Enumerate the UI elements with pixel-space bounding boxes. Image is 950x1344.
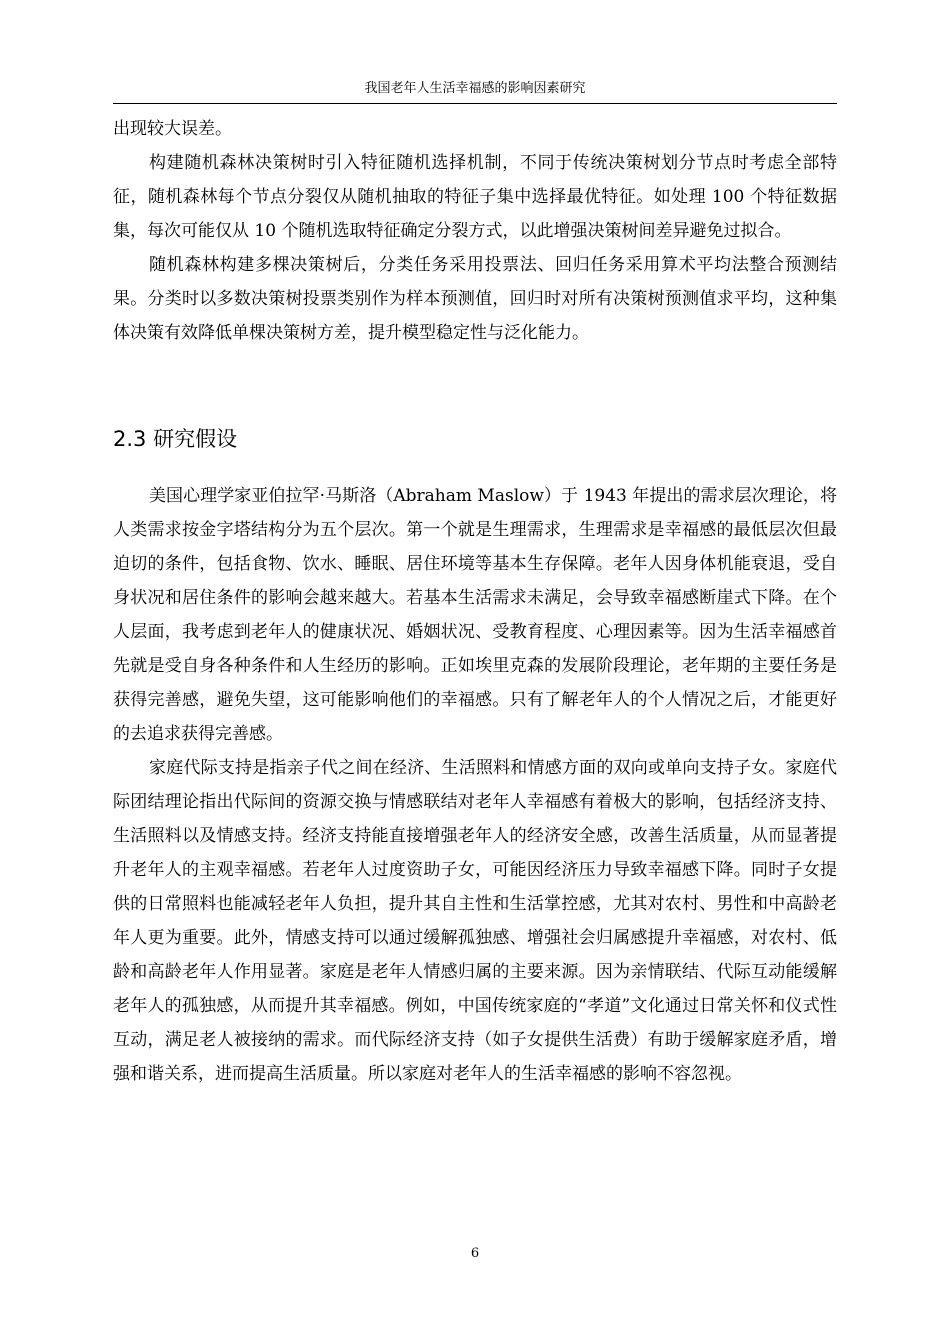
paragraph: 随机森林构建多棵决策树后，分类任务采用投票法、回归任务采用算术平均法整合预测结果。分类时以多数决策树投票类别作为样本预测值，回归时对所有决策树预测值求平均，这种集体决策有效降低单棵决策树方差，提升模型稳定性与泛化能力。 xyxy=(113,255,837,343)
paragraph: 家庭代际支持是指亲子代之间在经济、生活照料和情感方面的双向或单向支持子女。家庭代际团结理论指出代际间的资源交换与情感联结对老年人幸福感有着极大的影响，包括经济支持、生活照料以及情感支持。经济支持能直接增强老年人的经济安全感，改善生活质量，从而显著提升老年人的主观幸福感。若老年人过度资助子女，可能因经济压力导致幸福感下降。同时子女提供的日常照料也能减轻老年人负担，提升其自主性和生活掌控感，尤其对农村、男性和中高龄老年人更为重要。此外，情感支持可以通过缓解孤独感、增强社会归属感提升幸福感，对农村、低龄和高龄老年人作用显著。家庭是老年人情感归属的主要来源。因为亲情联结、代际互动能缓解老年人的孤独感，从而提升其幸福感。例如，中国传统家庭的“孝道”文化通过日常关怀和仪式性互动，满足老人被接纳的需求。而代际经济支持（如子女提供生活费）有助于缓解家庭矛盾，增强和谐关系，进而提高生活质量。所以家庭对老年人的生活幸福感的影响不容忽视。 xyxy=(113,758,837,1084)
paragraph: 构建随机森林决策树时引入特征随机选择机制，不同于传统决策树划分节点时考虑全部特征，随机森林每个节点分裂仅从随机抽取的特征子集中选择最优特征。如处理 100 个特征数据集，每次可能仅从 10 个随机选取特征确定分裂方式，以此增强决策树间差异避免过拟合。 xyxy=(113,153,837,241)
section-hypotheses-text xyxy=(113,479,837,1091)
paragraph: 出现较大误差。 xyxy=(113,119,232,139)
section-heading: 2.3 研究假设 xyxy=(113,427,238,451)
section-random-forest-text xyxy=(113,112,837,350)
paragraph: 美国心理学家亚伯拉罕·马斯洛（Abraham Maslow）于 1943 年提出的需求层次理论，将人类需求按金字塔结构分为五个层次。第一个就是生理需求，生理需求是幸福感的最低层次但最迫切的条件，包括食物、饮水、睡眠、居住环境等基本生存保障。老年人因身体机能衰退，受自身状况和居住条件的影响会越来越大。若基本生活需求未满足，会导致幸福感断崖式下降。在个人层面，我考虑到老年人的健康状况、婚姻状况、受教育程度、心理因素等。因为生活幸福感首先就是受自身各种条件和人生经历的影响。正如埃里克森的发展阶段理论，老年期的主要任务是获得完善感，避免失望，这可能影响他们的幸福感。只有了解老年人的个人情况之后，才能更好的去追求获得完善感。 xyxy=(113,486,837,744)
page-number: 6 xyxy=(470,1246,480,1261)
header-divider xyxy=(113,103,837,104)
running-header: 我国老年人生活幸福感的影响因素研究 xyxy=(364,81,586,96)
